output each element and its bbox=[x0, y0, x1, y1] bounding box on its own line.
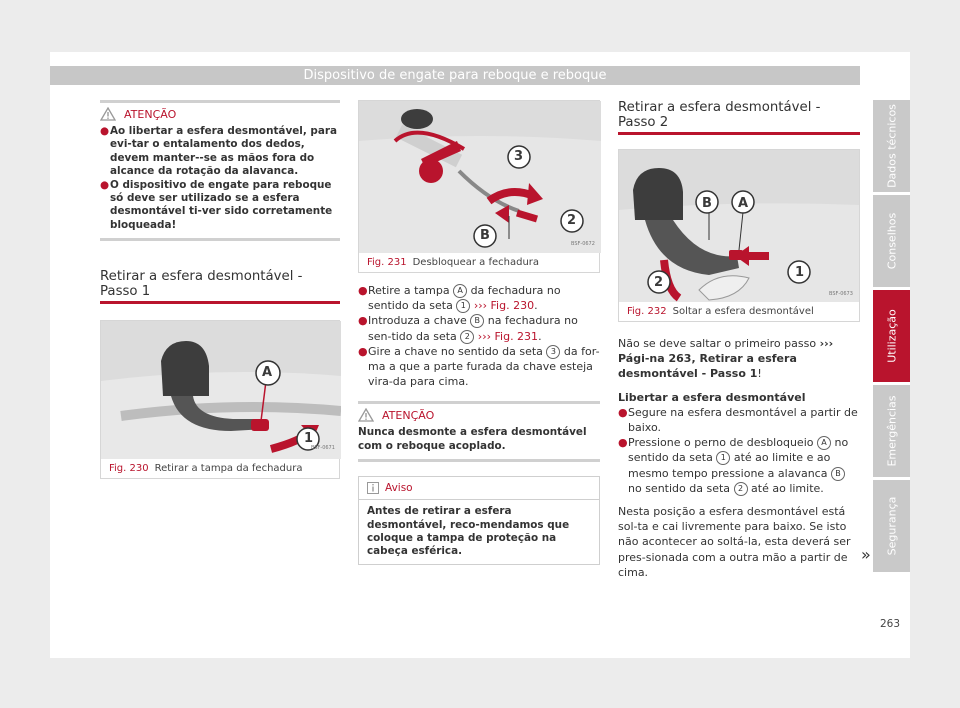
column-left bbox=[100, 100, 340, 479]
marker-3: 3 bbox=[546, 345, 560, 359]
figure-label-2: 2 bbox=[567, 213, 577, 228]
warning-body bbox=[100, 125, 340, 232]
warning-title bbox=[100, 107, 340, 121]
step-item: ● Gire a chave no sentido da seta 3 da for-ma a que a parte furada da chave esteja vira-da para cima. bbox=[358, 344, 600, 389]
figure-code: BSF-0672 bbox=[571, 241, 595, 247]
figure-caption-text: Soltar a esfera desmontável bbox=[672, 306, 814, 317]
info-icon bbox=[367, 482, 379, 494]
bullet-icon: ● bbox=[100, 178, 110, 191]
warning-triangle-icon bbox=[358, 408, 374, 422]
tab-utilizacao[interactable]: Utilização bbox=[873, 290, 910, 382]
column-right bbox=[618, 100, 860, 580]
continue-marker: » bbox=[861, 545, 871, 564]
note-box: Aviso Antes de retirar a esfera desmontável, reco-mendamos que coloque a tampa de proteção na cabeça esférica. bbox=[358, 476, 600, 565]
warning-triangle-icon bbox=[100, 107, 116, 121]
marker-a: A bbox=[453, 284, 467, 298]
tab-seguranca[interactable]: Segurança bbox=[873, 480, 910, 572]
page-number: 263 bbox=[880, 618, 901, 630]
marker-1: 1 bbox=[456, 299, 470, 313]
figure-label-1: 1 bbox=[304, 431, 314, 447]
subheading: Libertar a esfera desmontável bbox=[618, 390, 806, 404]
warning-item: ● Ao libertar a esfera desmontável, para evi-tar o entalamento dos dedos, devem manter--se as mãos fora do alcance da rotação da alavanca. bbox=[100, 125, 337, 178]
figure-label-a: A bbox=[738, 196, 749, 211]
bullet-icon: ● bbox=[358, 314, 368, 328]
figure-label-1: 1 bbox=[795, 265, 805, 280]
release-steps bbox=[618, 405, 860, 496]
figure-number: Fig. 231 bbox=[367, 257, 407, 268]
figure-label-a: A bbox=[262, 365, 273, 381]
bullet-icon: ● bbox=[100, 125, 110, 137]
tab-emergencias[interactable]: Emergências bbox=[873, 385, 910, 477]
marker-2: 2 bbox=[734, 482, 748, 496]
column-middle bbox=[358, 100, 600, 565]
section-heading-step2: Retirar a esfera desmontável - Passo 2 bbox=[618, 100, 860, 135]
bullet-icon: ● bbox=[618, 405, 628, 419]
warning-title: ATENÇÃO bbox=[358, 408, 600, 422]
bullet-icon: ● bbox=[358, 344, 368, 358]
figure-caption bbox=[359, 253, 599, 272]
figure-label-2: 2 bbox=[654, 275, 664, 290]
page-link[interactable]: Pági-na 263, Retirar a esfera desmontável - Passo 1 bbox=[618, 352, 797, 381]
figure-caption-text: Desbloquear a fechadura bbox=[412, 257, 540, 268]
figure-link[interactable]: Fig. 231 bbox=[494, 329, 539, 343]
figure-label-b: B bbox=[702, 196, 712, 211]
marker-2: 2 bbox=[460, 330, 474, 344]
section-header: Dispositivo de engate para reboque e reboque bbox=[50, 66, 860, 85]
figure-label-3: 3 bbox=[514, 149, 524, 164]
bullet-icon: ● bbox=[358, 284, 368, 297]
figure-231 bbox=[358, 100, 600, 273]
warning-item: ● O dispositivo de engate para reboque só deve ser utilizado se a esfera desmontável ti-ver sido corretamente bloqueada! bbox=[100, 178, 333, 231]
warning-title-text: ATENÇÃO bbox=[124, 107, 177, 121]
marker-1: 1 bbox=[716, 451, 730, 465]
cross-ref-arrows: ››› bbox=[819, 337, 834, 350]
figure-link[interactable]: Fig. 230 bbox=[490, 299, 535, 313]
bullet-icon: ● bbox=[618, 436, 628, 450]
cross-ref-arrows: ››› bbox=[473, 299, 488, 313]
tab-conselhos[interactable]: Conselhos bbox=[873, 195, 910, 287]
marker-b: B bbox=[470, 314, 484, 328]
figure-caption-text: Retirar a tampa da fechadura bbox=[154, 463, 303, 475]
figure-number: Fig. 232 bbox=[627, 306, 667, 317]
step-item: ● Introduza a chave B na fechadura no sen-tido da seta 2 ››› Fig. 231. bbox=[358, 314, 578, 343]
closing-paragraph: Nesta posição a esfera desmontável está sol-ta e cai livremente para baixo. Se isto não acontecer ao soltá-la, esta deverá ser pres-sionada com a outra mão a partir de cima. bbox=[618, 505, 851, 579]
note-title: Aviso bbox=[359, 477, 599, 500]
cross-ref-arrows: ››› bbox=[477, 329, 491, 343]
figure-number: Fig. 230 bbox=[109, 463, 149, 475]
chapter-tabs bbox=[873, 100, 910, 575]
warning-box: ATENÇÃO Nunca desmonte a esfera desmontável com o reboque acoplado. bbox=[358, 401, 600, 462]
marker-a: A bbox=[817, 436, 831, 450]
marker-b: B bbox=[831, 467, 845, 481]
figure-caption bbox=[619, 302, 859, 321]
figure-230 bbox=[100, 320, 340, 479]
warning-box bbox=[100, 100, 340, 241]
figure-code: BSF-0673 bbox=[829, 291, 853, 297]
section-heading-step1: Retirar a esfera desmontável - Passo 1 bbox=[100, 269, 340, 304]
step-item: ● Retire a tampa A da fechadura no sentido da seta 1 ››› Fig. 230. bbox=[358, 284, 561, 313]
figure-label-b: B bbox=[480, 228, 490, 243]
figure-232 bbox=[618, 149, 860, 322]
figure-code: BSF-0671 bbox=[311, 445, 335, 452]
step-item: ● Pressione o perno de desbloqueio A no sentido da seta 1 até ao limite e ao mesmo tempo pressione a alavanca B no sentido da seta 2 até ao limite. bbox=[618, 436, 849, 495]
step-item: ● Segure na esfera desmontável a partir de baixo. bbox=[618, 405, 858, 435]
figure-caption bbox=[101, 459, 339, 478]
tab-dados-tecnicos[interactable]: Dados técnicos bbox=[873, 100, 910, 192]
intro-paragraph: Não se deve saltar o primeiro passo ››› Pági-na 263, Retirar a esfera desmontável - Passo 1! bbox=[618, 337, 834, 381]
steps-list bbox=[358, 283, 600, 389]
